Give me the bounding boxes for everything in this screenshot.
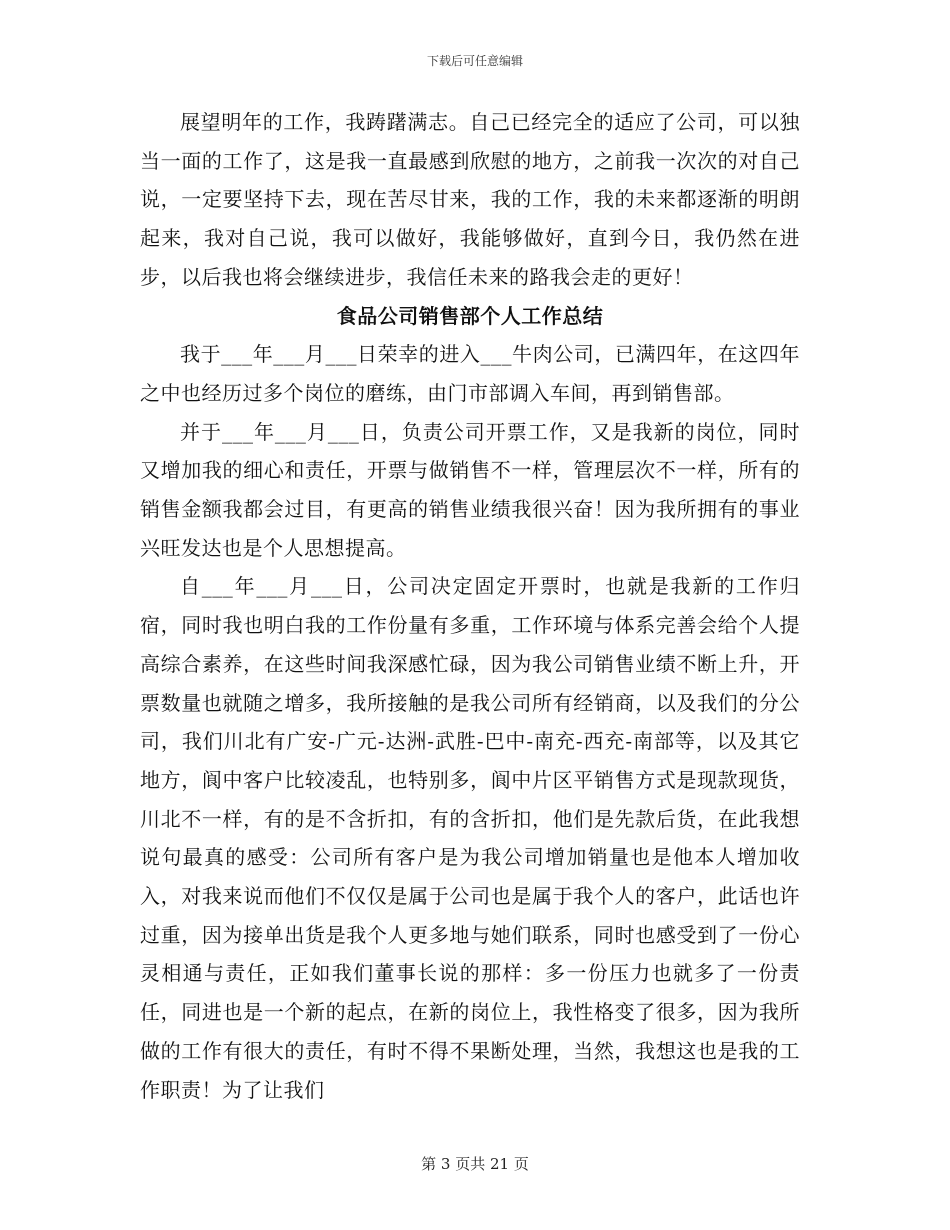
body-paragraph-1: 我于___年___月___日荣幸的进入___牛肉公司，已满四年，在这四年之中也经历过多个岗位的磨练，由门市部调入车间，再到销售部。 bbox=[140, 342, 800, 405]
body-paragraph-2: 并于___年___月___日，负责公司开票工作，又是我新的岗位，同时又增加我的细心和责任，开票与做销售不一样，管理层次不一样，所有的销售金额我都会过目，有更高的销售业绩我很兴奋！因为我所拥有的事业兴旺发达也是个人思想提高。 bbox=[140, 419, 800, 560]
body-paragraph-3: 自___年___月___日，公司决定固定开票时，也就是我新的工作归宿，同时我也明白我的工作份量有多重，工作环境与体系完善会给个人提高综合素养，在这些时间我深感忙碌，因为我公司销售业绩不断上升，开票数量也就随之增多，我所接触的是我公司所有经销商，以及我们的分公司，我们川北有广安-广元-达洲-武胜-巴中-南充-西充-南部等，以及其它地方，阆中客户比较凌乱，也特别多，阆中片区平销售方式是现款现货，川北不一样，有的是不含折扣，有的含折扣，他们是先款后货，在此我想说句最真的感受：公司所有客户是为我公司增加销量也是他本人增加收入，对我来说而他们不仅仅是属于公司也是属于我个人的客户，此话也许过重，因为接单出货是我个人更多地与她们联系，同时也感受到了一份心灵相通与责任，正如我们董事长说的那样：多一份压力也就多了一份责任，同进也是一个新的起点，在新的岗位上，我性格变了很多，因为我所做的工作有很大的责任，有时不得不果断处理，当然，我想这也是我的工作职责！为了让我们 bbox=[140, 574, 800, 1102]
page-number: 第 3 页共 21 页 bbox=[421, 1155, 529, 1173]
intro-paragraph: 展望明年的工作，我踌躇满志。自己已经完全的适应了公司，可以独当一面的工作了，这是我一直最感到欣慰的地方，之前我一次次的对自己说，一定要坚持下去，现在苦尽甘来，我的工作，我的未来都逐渐的明朗起来，我对自己说，我可以做好，我能够做好，直到今日，我仍然在进步，以后我也将会继续进步，我信任未来的路我会走的更好！ bbox=[140, 110, 800, 289]
page-header: 下载后可任意编辑 bbox=[426, 54, 523, 68]
document-body bbox=[140, 103, 800, 1109]
document-title: 食品公司销售部个人工作总结 bbox=[336, 303, 604, 328]
